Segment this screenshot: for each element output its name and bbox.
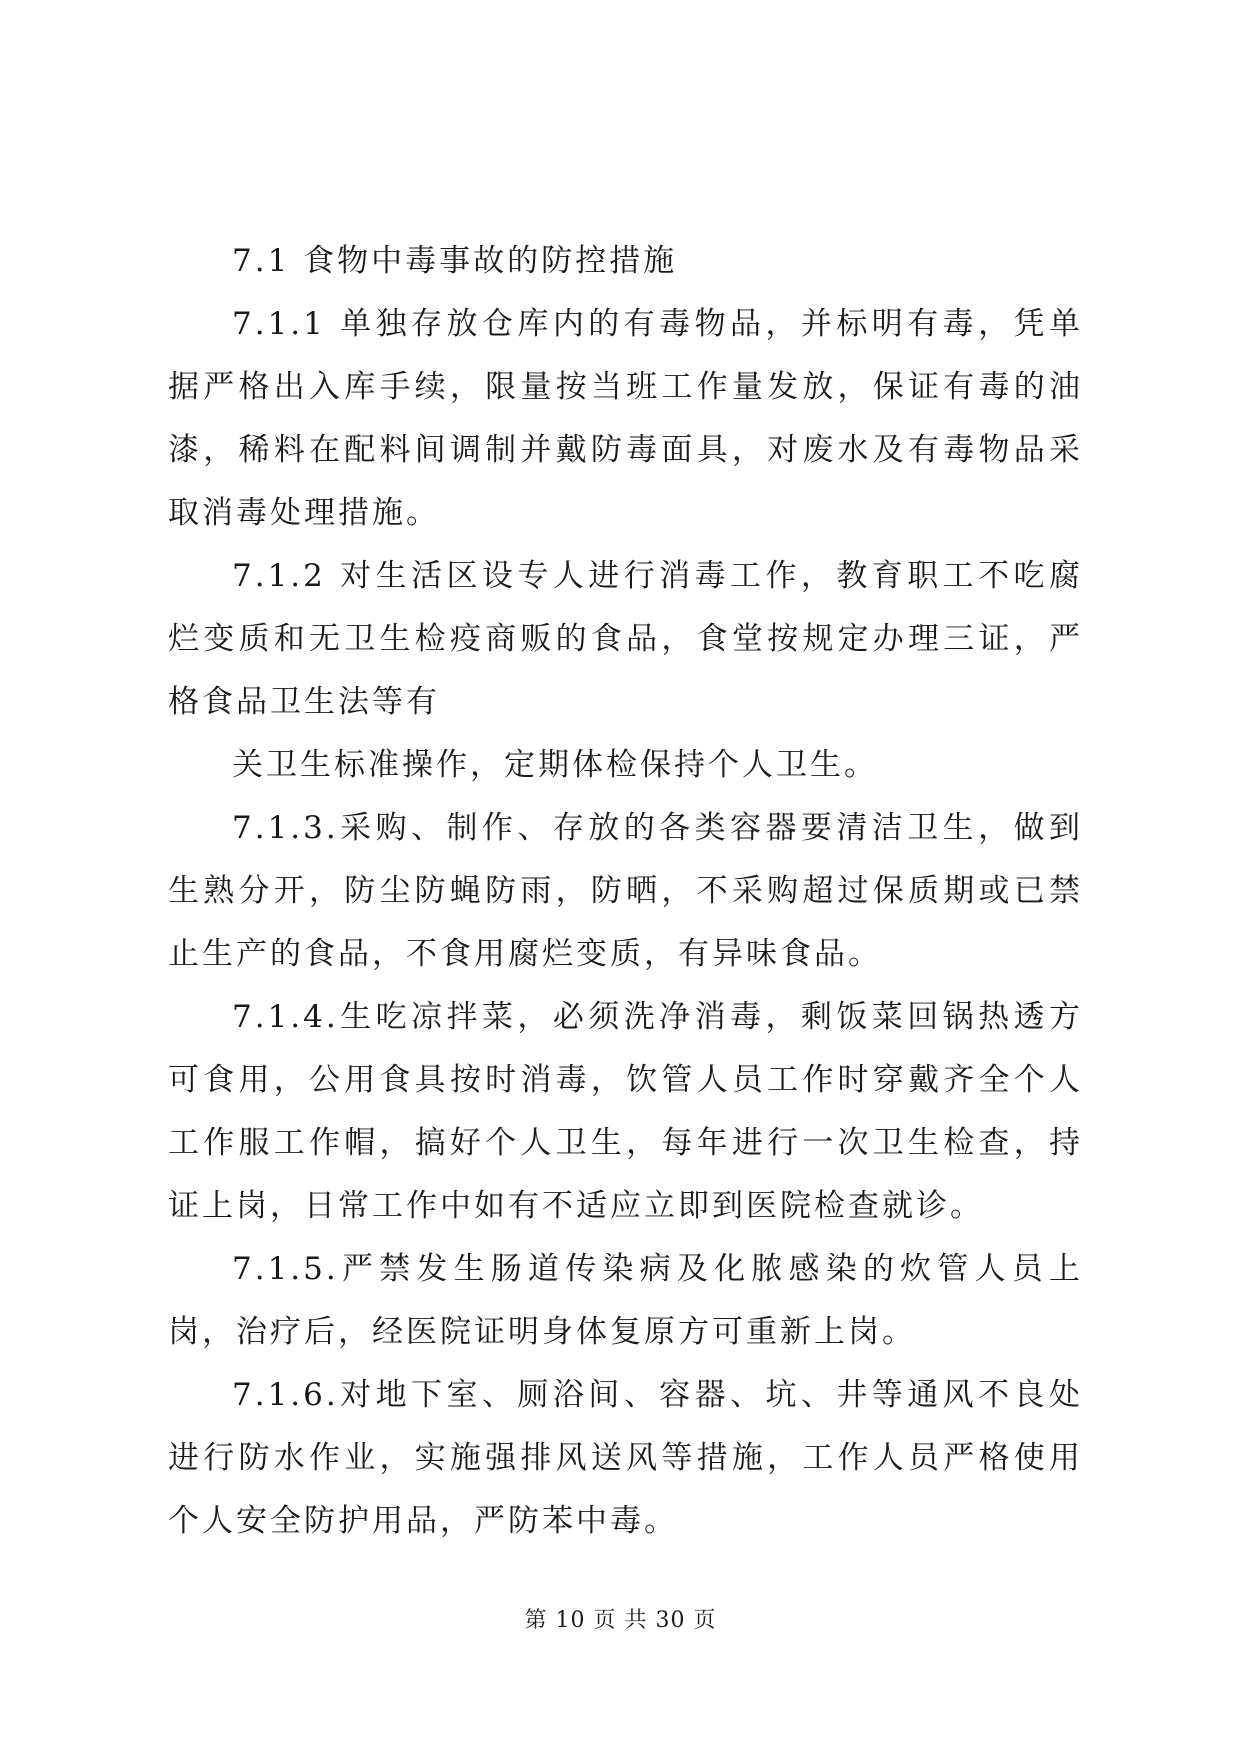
paragraph-7-1-2: 7.1.2 对生活区设专人进行消毒工作，教育职工不吃腐烂变质和无卫生检疫商贩的食品，食堂按规定办理三证，严格食品卫生法等有 [168, 558, 1083, 720]
paragraph-7-1-3: 7.1.3.采购、制作、存放的各类容器要清洁卫生，做到生熟分开，防尘防蝇防雨，防晒，不采购超过保质期或已禁止生产的食品，不食用腐烂变质，有异味食品。 [168, 810, 1083, 972]
paragraph-7-1-5: 7.1.5.严禁发生肠道传染病及化脓感染的炊管人员上岗，治疗后，经医院证明身体复原方可重新上岗。 [168, 1251, 1083, 1350]
paragraph-7-1-4: 7.1.4.生吃凉拌菜，必须洗净消毒，剩饭菜回锅热透方可食用，公用食具按时消毒，饮管人员工作时穿戴齐全个人工作服工作帽，搞好个人卫生，每年进行一次卫生检查，持证上岗，日常工作中如有不适应立即到医院检查就诊。 [168, 999, 1083, 1224]
page-number-footer: 第 10 页 共 30 页 [524, 1608, 717, 1633]
paragraph-7-1-1: 7.1.1 单独存放仓库内的有毒物品，并标明有毒，凭单据严格出入库手续，限量按当班工作量发放，保证有毒的油漆，稀料在配料间调制并戴防毒面具，对废水及有毒物品采取消毒处理措施。 [168, 306, 1083, 531]
section-heading-7-1: 7.1 食物中毒事故的防控措施 [232, 243, 678, 279]
document-body [168, 230, 1083, 1553]
paragraph-7-1-2-continued: 关卫生标准操作，定期体检保持个人卫生。 [232, 747, 878, 783]
paragraph-7-1-6: 7.1.6.对地下室、厕浴间、容器、坑、井等通风不良处进行防水作业，实施强排风送风等措施，工作人员严格使用个人安全防护用品，严防苯中毒。 [168, 1377, 1083, 1539]
